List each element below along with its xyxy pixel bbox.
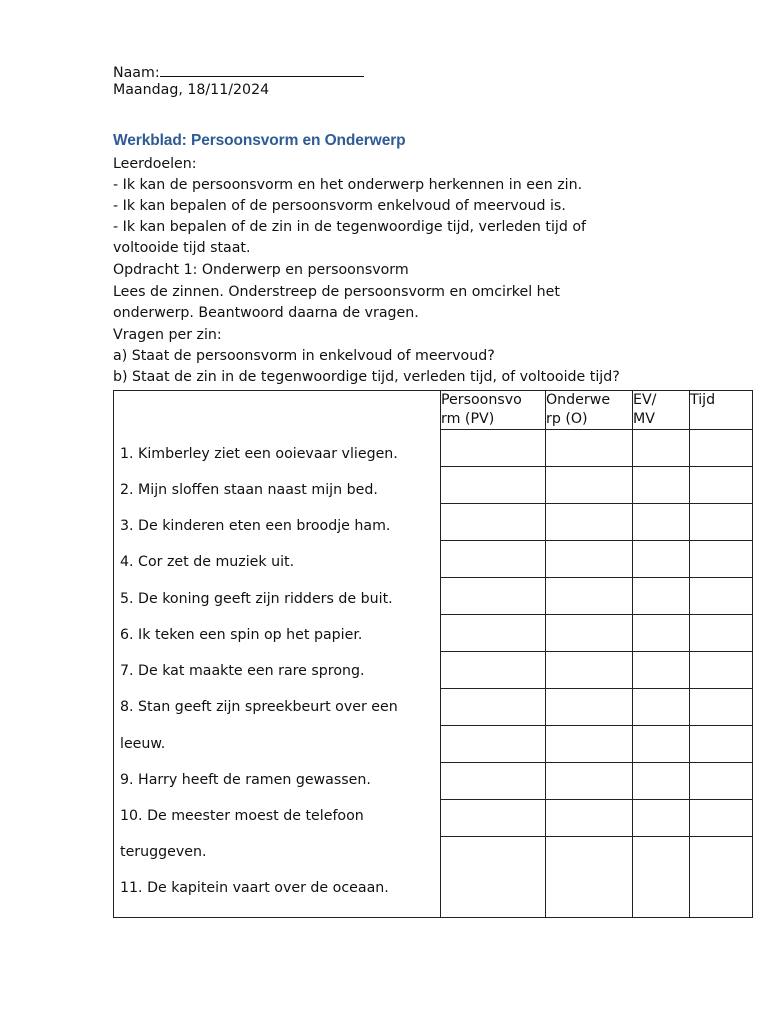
instruction-line: onderwerp. Beantwoord daarna de vragen. bbox=[113, 305, 419, 321]
answer-cell[interactable] bbox=[546, 837, 633, 918]
leerdoelen-label: Leerdoelen: bbox=[113, 156, 197, 172]
leerdoel-item: - Ik kan de persoonsvorm en het onderwerp herkennen in een zin. bbox=[113, 177, 583, 193]
answer-cell[interactable] bbox=[690, 763, 753, 800]
answer-cell[interactable] bbox=[633, 726, 690, 763]
answer-cell[interactable] bbox=[690, 615, 753, 652]
sentence-5: 5. De koning geeft zijn ridders de buit. bbox=[120, 591, 393, 607]
answer-cell[interactable] bbox=[633, 689, 690, 726]
answer-cell[interactable] bbox=[690, 467, 753, 504]
leerdoel-item: - Ik kan bepalen of de zin in de tegenwoordige tijd, verleden tijd of bbox=[113, 219, 587, 235]
sentence-8-cont: leeuw. bbox=[120, 736, 166, 752]
answer-cell[interactable] bbox=[690, 652, 753, 689]
answer-cell[interactable] bbox=[546, 726, 633, 763]
answer-cell[interactable] bbox=[546, 763, 633, 800]
answer-cell[interactable] bbox=[441, 763, 546, 800]
answer-cell[interactable] bbox=[690, 726, 753, 763]
answer-cell[interactable] bbox=[546, 652, 633, 689]
sentences-cell bbox=[114, 391, 441, 918]
exercise-table bbox=[113, 390, 753, 918]
answer-cell[interactable] bbox=[690, 689, 753, 726]
answer-cell[interactable] bbox=[690, 504, 753, 541]
answer-cell[interactable] bbox=[633, 800, 690, 837]
answer-cell[interactable] bbox=[633, 615, 690, 652]
answer-cell[interactable] bbox=[546, 615, 633, 652]
sentence-2: 2. Mijn sloffen staan naast mijn bed. bbox=[120, 482, 378, 498]
sentence-10-cont: teruggeven. bbox=[120, 844, 207, 860]
answer-cell[interactable] bbox=[633, 652, 690, 689]
vragen-label: Vragen per zin: bbox=[113, 327, 222, 343]
header-onderwerp: Onderwe rp (O) bbox=[546, 391, 633, 430]
answer-cell[interactable] bbox=[441, 837, 546, 918]
naam-label: Naam: bbox=[113, 65, 160, 81]
answer-cell[interactable] bbox=[690, 541, 753, 578]
answer-cell[interactable] bbox=[633, 467, 690, 504]
sentence-8: 8. Stan geeft zijn spreekbeurt over een bbox=[120, 699, 398, 715]
sentence-3: 3. De kinderen eten een broodje ham. bbox=[120, 518, 391, 534]
worksheet-title: Werkblad: Persoonsvorm en Onderwerp bbox=[113, 132, 406, 149]
answer-cell[interactable] bbox=[441, 615, 546, 652]
sentence-7: 7. De kat maakte een rare sprong. bbox=[120, 663, 365, 679]
sentence-11: 11. De kapitein vaart over de oceaan. bbox=[120, 880, 389, 896]
naam-blank-field bbox=[160, 63, 364, 77]
opdracht-title: Opdracht 1: Onderwerp en persoonsvorm bbox=[113, 262, 409, 278]
answer-cell[interactable] bbox=[546, 430, 633, 467]
answer-cell[interactable] bbox=[690, 430, 753, 467]
header-tijd: Tijd bbox=[690, 391, 753, 430]
answer-cell[interactable] bbox=[633, 578, 690, 615]
answer-cell[interactable] bbox=[633, 504, 690, 541]
vraag-a: a) Staat de persoonsvorm in enkelvoud of meervoud? bbox=[113, 348, 495, 364]
answer-cell[interactable] bbox=[690, 800, 753, 837]
answer-cell[interactable] bbox=[441, 504, 546, 541]
sentence-1: 1. Kimberley ziet een ooievaar vliegen. bbox=[120, 446, 398, 462]
sentence-10: 10. De meester moest de telefoon bbox=[120, 808, 364, 824]
answer-cell[interactable] bbox=[546, 689, 633, 726]
leerdoel-item: voltooide tijd staat. bbox=[113, 240, 251, 256]
header-persoonsvorm: Persoonsvo rm (PV) bbox=[441, 391, 546, 430]
answer-cell[interactable] bbox=[633, 430, 690, 467]
naam-line bbox=[113, 63, 364, 82]
answer-cell[interactable] bbox=[690, 578, 753, 615]
answer-cell[interactable] bbox=[546, 541, 633, 578]
answer-cell[interactable] bbox=[633, 837, 690, 918]
answer-cell[interactable] bbox=[690, 837, 753, 918]
date-line: Maandag, 18/11/2024 bbox=[113, 82, 270, 98]
answer-cell[interactable] bbox=[633, 541, 690, 578]
sentence-4: 4. Cor zet de muziek uit. bbox=[120, 554, 295, 570]
answer-cell[interactable] bbox=[546, 800, 633, 837]
answer-cell[interactable] bbox=[546, 504, 633, 541]
sentence-9: 9. Harry heeft de ramen gewassen. bbox=[120, 772, 371, 788]
answer-cell[interactable] bbox=[441, 689, 546, 726]
leerdoel-item: - Ik kan bepalen of de persoonsvorm enkelvoud of meervoud is. bbox=[113, 198, 566, 214]
answer-cell[interactable] bbox=[633, 763, 690, 800]
answer-cell[interactable] bbox=[441, 800, 546, 837]
sentence-6: 6. Ik teken een spin op het papier. bbox=[120, 627, 363, 643]
answer-cell[interactable] bbox=[441, 726, 546, 763]
answer-cell[interactable] bbox=[441, 541, 546, 578]
answer-cell[interactable] bbox=[546, 467, 633, 504]
answer-cell[interactable] bbox=[546, 578, 633, 615]
vraag-b: b) Staat de zin in de tegenwoordige tijd, verleden tijd, of voltooide tijd? bbox=[113, 369, 620, 385]
answer-cell[interactable] bbox=[441, 467, 546, 504]
header-ev-mv: EV/ MV bbox=[633, 391, 690, 430]
answer-cell[interactable] bbox=[441, 652, 546, 689]
answer-cell[interactable] bbox=[441, 430, 546, 467]
instruction-line: Lees de zinnen. Onderstreep de persoonsvorm en omcirkel het bbox=[113, 284, 560, 300]
answer-cell[interactable] bbox=[441, 578, 546, 615]
